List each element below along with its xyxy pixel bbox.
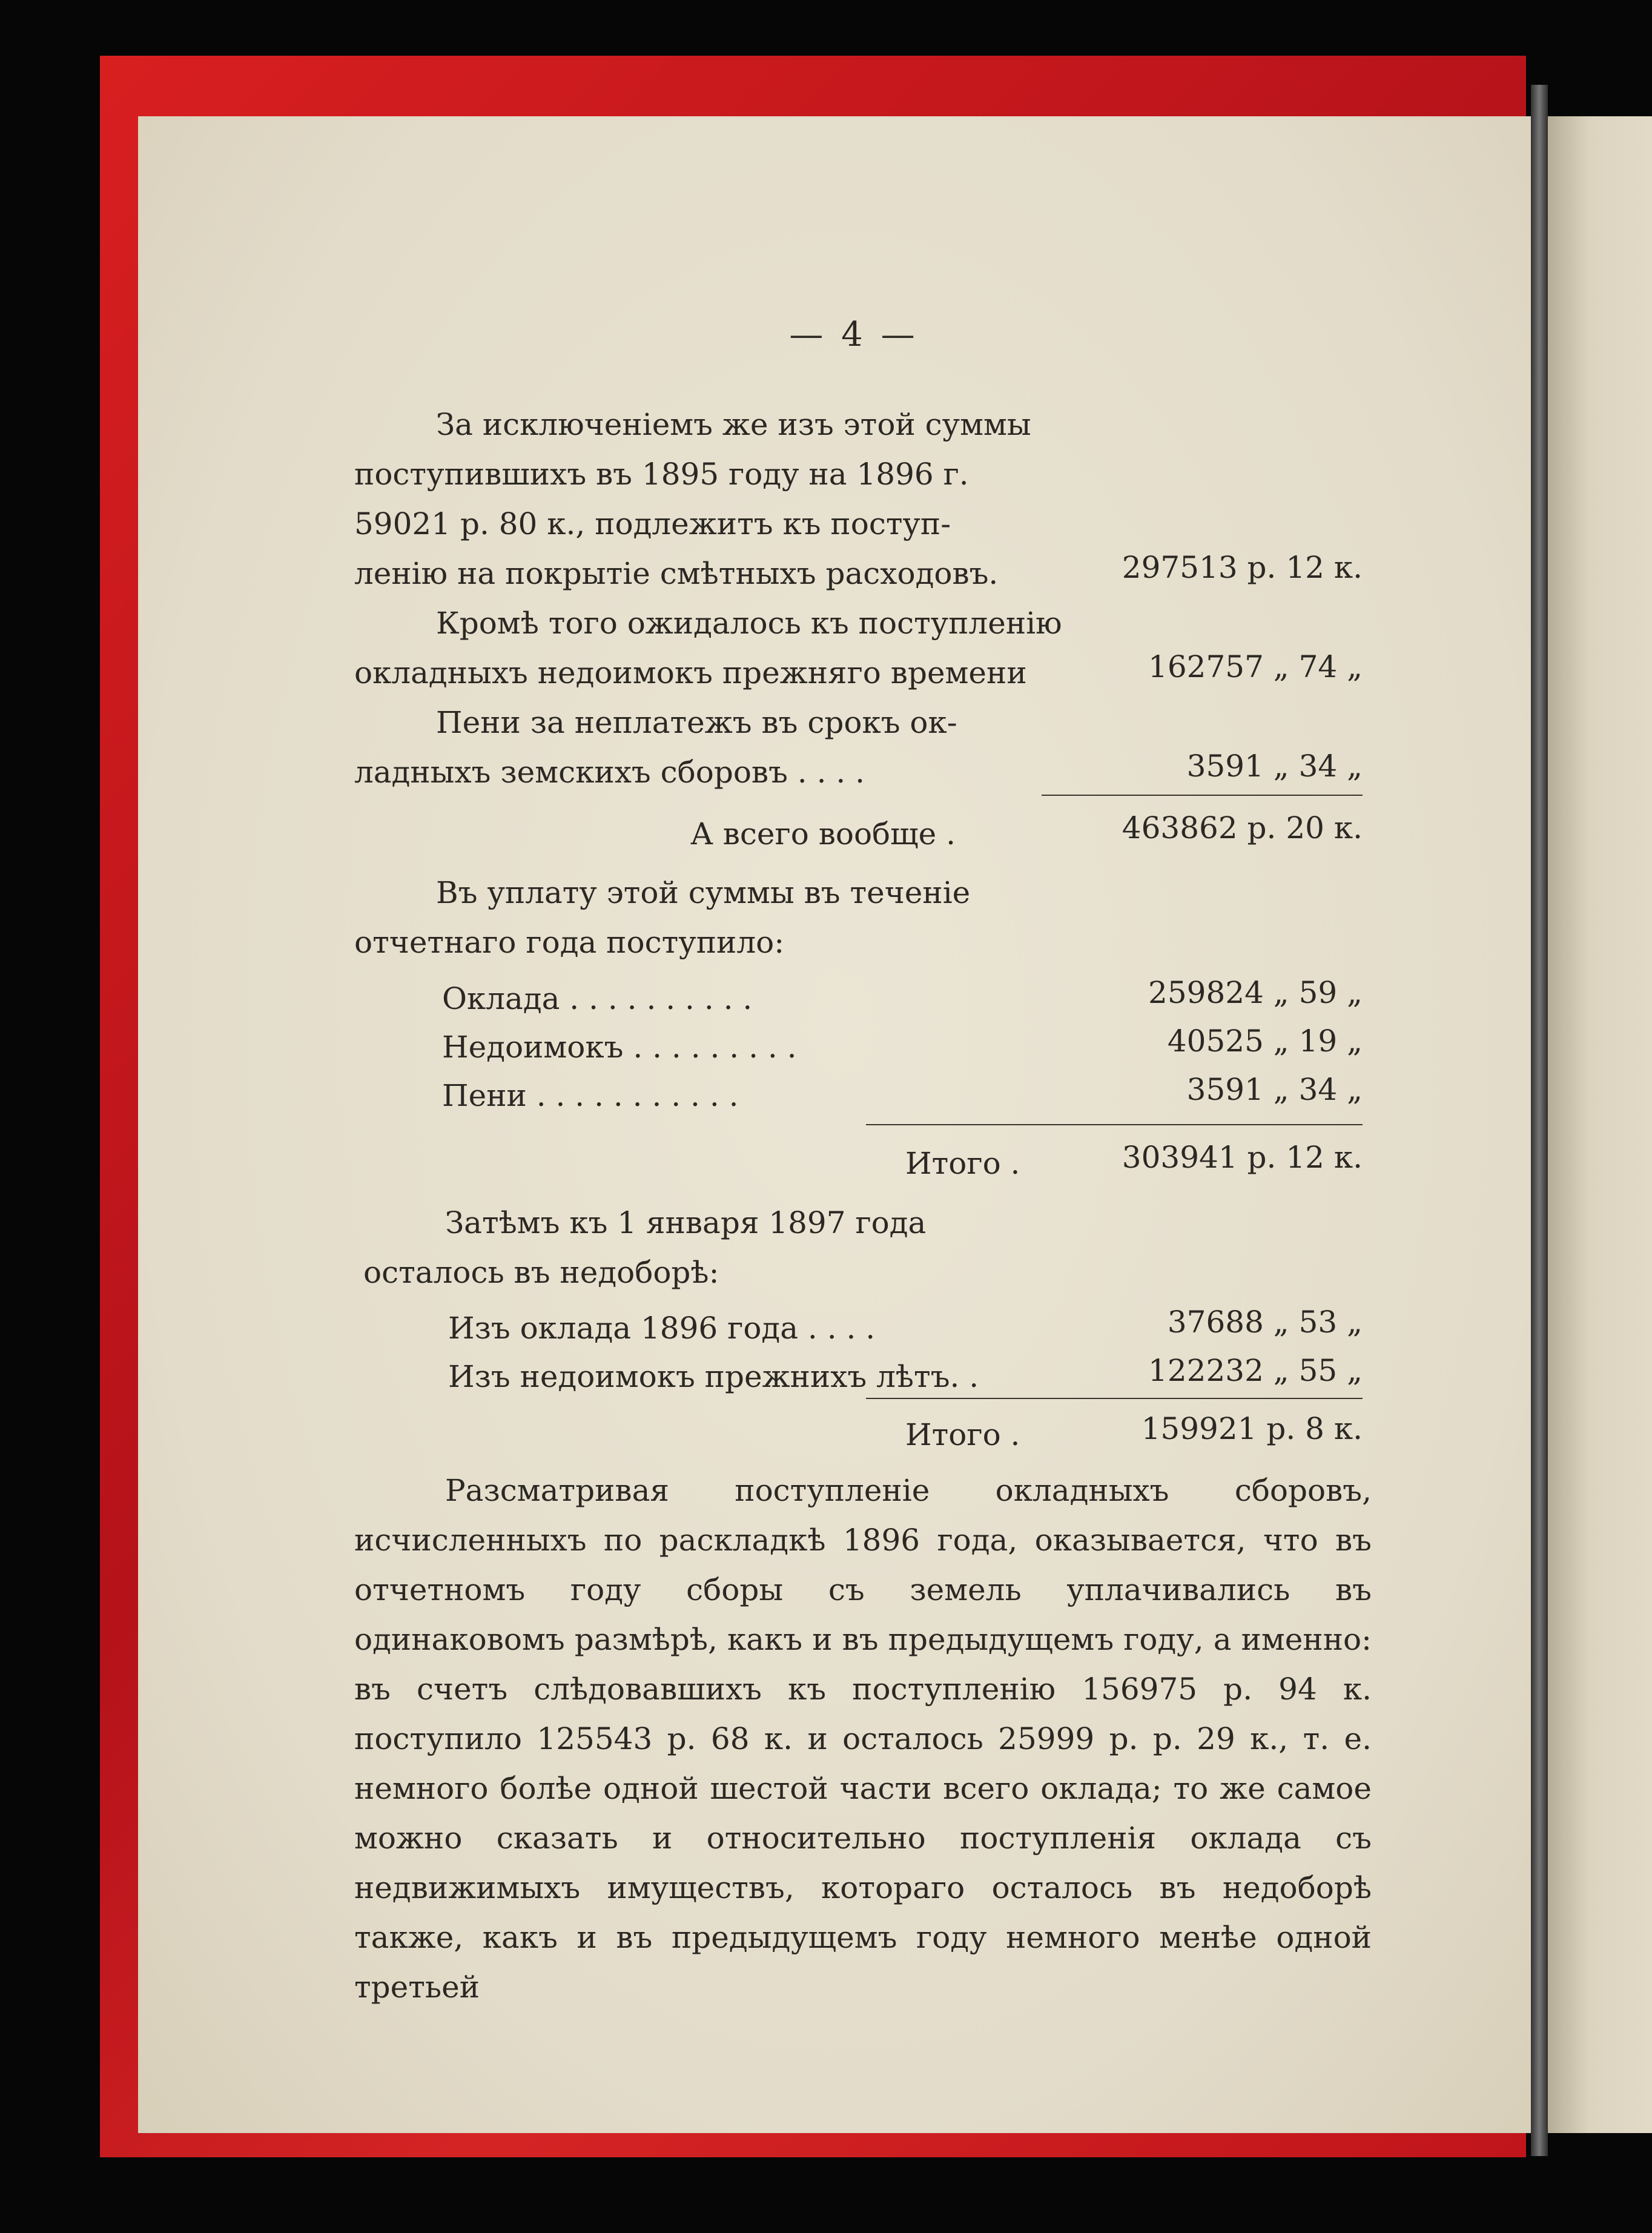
sum-rule-3 [866, 1398, 1363, 1399]
intro-line-3: 59021 р. 80 к., подлежитъ къ поступ- [354, 506, 951, 541]
nedoimki-line-1: Кромѣ того ожидалось къ поступленію [436, 606, 1062, 641]
intro-line-2: поступившихъ въ 1895 году на 1896 г. [354, 457, 969, 492]
paid-row-amount: 40525 „ 19 „ [1167, 1024, 1363, 1059]
paid-row-label: Оклада . . . . . . . . . . [442, 981, 753, 1016]
intro-line-1: За исключеніемъ же изъ этой суммы [436, 407, 1031, 442]
total-all-amount: 463862 р. 20 к. [1122, 810, 1363, 845]
remain-row-label: Изъ оклада 1896 года . . . . [448, 1311, 876, 1346]
paid-row-label: Недоимокъ . . . . . . . . . [442, 1030, 797, 1065]
paid-row-amount: 259824 „ 59 „ [1148, 975, 1363, 1010]
paid-heading-2: отчетнаго года поступило: [354, 925, 785, 960]
nedoimki-line-2: окладныхъ недоимокъ прежняго времени [354, 655, 1027, 690]
peni-line-2: ладныхъ земскихъ сборовъ . . . . [354, 755, 865, 790]
remain-heading-1: Затѣмъ къ 1 января 1897 года [445, 1205, 927, 1240]
paid-row-amount: 3591 „ 34 „ [1186, 1072, 1363, 1107]
sum-rule-1 [1042, 795, 1363, 796]
remain-heading-2: осталось въ недоборѣ: [363, 1255, 719, 1290]
sum-rule-2 [866, 1124, 1363, 1125]
page-number: — 4 — [789, 315, 919, 354]
total-paid-label: Итого . [905, 1146, 1020, 1181]
intro-amount: 297513 р. 12 к. [1122, 550, 1363, 585]
body-paragraph: Разсматривая поступленіе окладныхъ сборовъ, исчисленныхъ по раскладкѣ 1896 года, оказывается, что въ отчетномъ году сборы съ земель уплачивались въ одинаковомъ размѣрѣ, какъ и въ предыдущемъ году, а именно: въ счетъ слѣдовавшихъ къ поступленію 156975 р. 94 к. поступило 125543 р. 68 к. и осталось 25999 р. р. 29 к., т. е. немного болѣе одной шестой части всего оклада; то же самое можно сказать и относительно поступленія оклада съ недвижимыхъ имуществъ, котораго осталось въ недоборѣ также, какъ и въ предыдущемъ году немного менѣе одной третьей [354, 1473, 1372, 2005]
peni-amount: 3591 „ 34 „ [1186, 749, 1363, 784]
nedoimki-amount: 162757 „ 74 „ [1148, 649, 1363, 684]
paid-heading-1: Въ уплату этой суммы въ теченіе [436, 875, 971, 910]
total-remain-amount: 159921 р. 8 к. [1141, 1411, 1363, 1446]
paid-row-label: Пени . . . . . . . . . . . [442, 1078, 739, 1113]
peni-line-1: Пени за неплатежъ въ срокъ ок- [436, 705, 957, 740]
remain-row-label: Изъ недоимокъ прежнихъ лѣтъ. . [448, 1359, 979, 1394]
total-remain-label: Итого . [905, 1417, 1020, 1452]
remain-row-amount: 122232 „ 55 „ [1148, 1353, 1363, 1388]
total-all-label: А всего вообще . [690, 816, 956, 852]
intro-line-4: ленію на покрытіе смѣтныхъ расходовъ. [354, 556, 999, 591]
total-paid-amount: 303941 р. 12 к. [1122, 1140, 1363, 1175]
remain-row-amount: 37688 „ 53 „ [1167, 1305, 1363, 1340]
